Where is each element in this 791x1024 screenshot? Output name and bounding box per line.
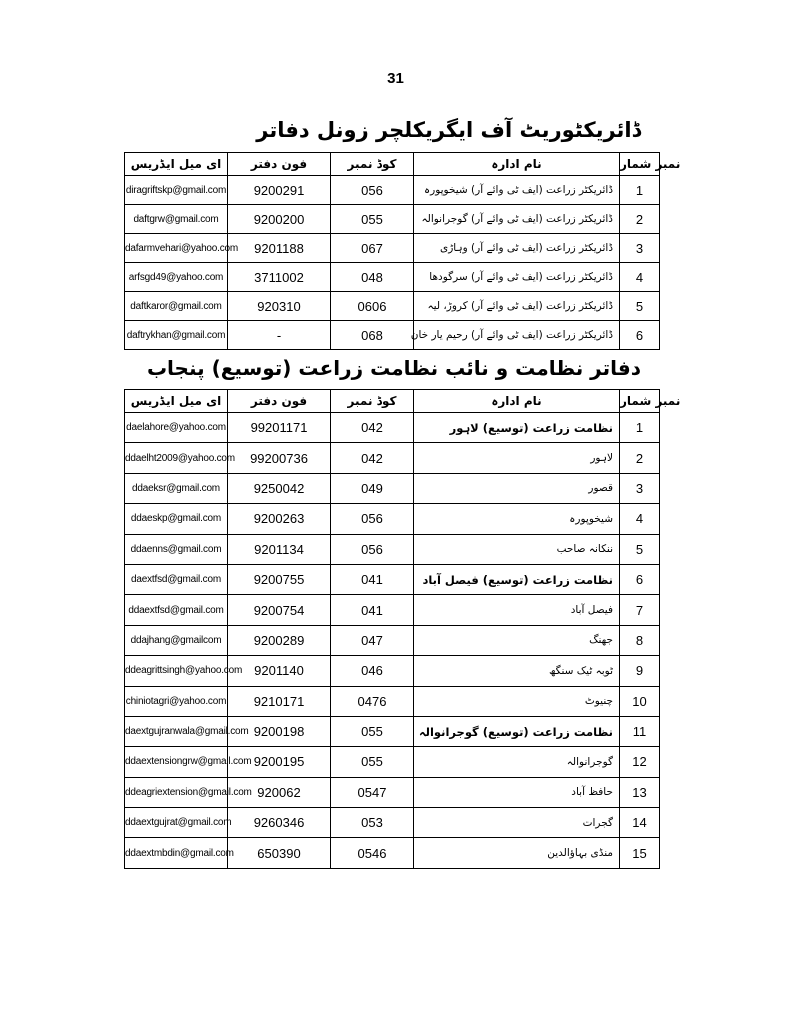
phone-cell: 9260346: [228, 808, 331, 838]
header-name: نام ادارہ: [414, 390, 620, 413]
page-number: 31: [387, 70, 404, 87]
office-name-cell: چنیوٹ: [414, 686, 620, 716]
phone-cell: 9200263: [228, 504, 331, 534]
email-cell: ddaextensiongrw@gmail.com: [125, 747, 228, 777]
header-name: نام ادارہ: [414, 153, 620, 176]
phone-cell: 920062: [228, 777, 331, 807]
table-row: [125, 292, 660, 321]
table-row: [125, 747, 660, 777]
header-email: ای میل ایڈریس: [125, 153, 228, 176]
office-name-cell: لاہور: [414, 443, 620, 473]
table-row: [125, 176, 660, 205]
table-row: [125, 777, 660, 807]
office-name-cell: حافظ آباد: [414, 777, 620, 807]
email-cell: ddajhang@gmailcom: [125, 625, 228, 655]
serial-number-cell: 2: [620, 205, 660, 234]
table-header-row: [125, 390, 660, 413]
table-row: [125, 534, 660, 564]
email-cell: chiniotagri@yahoo.com: [125, 686, 228, 716]
header-email: ای میل ایڈریس: [125, 390, 228, 413]
code-cell: 053: [331, 808, 414, 838]
email-cell: daelahore@yahoo.com: [125, 413, 228, 443]
code-cell: 056: [331, 176, 414, 205]
office-name-cell: نظامت زراعت (توسیع) گوجرانوالہ: [414, 716, 620, 746]
phone-cell: 9201134: [228, 534, 331, 564]
email-cell: ddaenns@gmail.com: [125, 534, 228, 564]
office-name-cell: ٹوبہ ٹیک سنگھ: [414, 656, 620, 686]
serial-number-cell: 2: [620, 443, 660, 473]
header-serial: نمبر شمار: [620, 153, 660, 176]
serial-number-cell: 11: [620, 716, 660, 746]
phone-cell: 9200291: [228, 176, 331, 205]
code-cell: 042: [331, 413, 414, 443]
phone-cell: 9200198: [228, 716, 331, 746]
phone-cell: 3711002: [228, 263, 331, 292]
table-row: [125, 595, 660, 625]
office-name-cell: فیصل آباد: [414, 595, 620, 625]
section-1-title: ڈائریکٹوریٹ آف ایگریکلچر زونل دفاتر: [256, 118, 641, 142]
email-cell: daftkaror@gmail.com: [125, 292, 228, 321]
email-cell: ddeagrittsingh@yahoo.com: [125, 656, 228, 686]
code-cell: 056: [331, 534, 414, 564]
code-cell: 0606: [331, 292, 414, 321]
code-cell: 056: [331, 504, 414, 534]
email-cell: dafarmvehari@yahoo.com: [125, 234, 228, 263]
code-cell: 068: [331, 321, 414, 350]
serial-number-cell: 10: [620, 686, 660, 716]
phone-cell: 99200736: [228, 443, 331, 473]
phone-cell: 9201140: [228, 656, 331, 686]
serial-number-cell: 7: [620, 595, 660, 625]
email-cell: ddaelht2009@yahoo.com: [125, 443, 228, 473]
code-cell: 049: [331, 473, 414, 503]
serial-number-cell: 13: [620, 777, 660, 807]
phone-cell: 9200200: [228, 205, 331, 234]
phone-cell: 9200755: [228, 564, 331, 594]
table-row: [125, 808, 660, 838]
table-row: [125, 205, 660, 234]
code-cell: 0547: [331, 777, 414, 807]
zonal-offices-table: [124, 152, 681, 350]
code-cell: 048: [331, 263, 414, 292]
office-name-cell: شیخوپورہ: [414, 504, 620, 534]
office-name-cell: قصور: [414, 473, 620, 503]
office-name-cell: ننکانہ صاحب: [414, 534, 620, 564]
table-header-row: [125, 153, 660, 176]
email-cell: ddaextmbdin@gmail.com: [125, 838, 228, 868]
table-row: [125, 321, 660, 350]
office-name-cell: منڈی بہاؤالدین: [414, 838, 620, 868]
directorate-offices-table: [124, 389, 681, 869]
phone-cell: 9200195: [228, 747, 331, 777]
table-row: [125, 504, 660, 534]
phone-cell: 9200754: [228, 595, 331, 625]
email-cell: arfsgd49@yahoo.com: [125, 263, 228, 292]
table-row: [125, 413, 660, 443]
header-code: کوڈ نمبر: [331, 153, 414, 176]
email-cell: ddeagriextension@gmail.com: [125, 777, 228, 807]
email-cell: ddaextfsd@gmail.com: [125, 595, 228, 625]
serial-number-cell: 3: [620, 234, 660, 263]
phone-cell: 9200289: [228, 625, 331, 655]
email-cell: daextfsd@gmail.com: [125, 564, 228, 594]
table-row: [125, 656, 660, 686]
table-row: [125, 716, 660, 746]
table-row: [125, 263, 660, 292]
table-row: [125, 443, 660, 473]
code-cell: 055: [331, 747, 414, 777]
office-name-cell: نظامت زراعت (توسیع) فیصل آباد: [414, 564, 620, 594]
office-name-cell: گوجرانوالہ: [414, 747, 620, 777]
section-2-title: دفاتر نظامت و نائب نظامت زراعت (توسیع) پنجاب: [146, 356, 641, 380]
code-cell: 055: [331, 205, 414, 234]
code-cell: 0546: [331, 838, 414, 868]
serial-number-cell: 9: [620, 656, 660, 686]
email-cell: daftgrw@gmail.com: [125, 205, 228, 234]
code-cell: 047: [331, 625, 414, 655]
serial-number-cell: 15: [620, 838, 660, 868]
serial-number-cell: 4: [620, 504, 660, 534]
phone-cell: -: [228, 321, 331, 350]
serial-number-cell: 14: [620, 808, 660, 838]
serial-number-cell: 4: [620, 263, 660, 292]
code-cell: 041: [331, 595, 414, 625]
phone-cell: 99201171: [228, 413, 331, 443]
code-cell: 042: [331, 443, 414, 473]
table-row: [125, 625, 660, 655]
header-code: کوڈ نمبر: [331, 390, 414, 413]
serial-number-cell: 6: [620, 564, 660, 594]
code-cell: 041: [331, 564, 414, 594]
serial-number-cell: 1: [620, 413, 660, 443]
header-phone: فون دفتر: [228, 153, 331, 176]
email-cell: ddaeksr@gmail.com: [125, 473, 228, 503]
serial-number-cell: 12: [620, 747, 660, 777]
serial-number-cell: 5: [620, 534, 660, 564]
office-name-cell: ڈائریکٹر زراعت (ایف ٹی وائے آر) کروڑ، لیہ: [414, 292, 620, 321]
email-cell: ddaeskp@gmail.com: [125, 504, 228, 534]
phone-cell: 650390: [228, 838, 331, 868]
code-cell: 055: [331, 716, 414, 746]
serial-number-cell: 6: [620, 321, 660, 350]
serial-number-cell: 3: [620, 473, 660, 503]
office-name-cell: گجرات: [414, 808, 620, 838]
phone-cell: 9250042: [228, 473, 331, 503]
office-name-cell: ڈائریکٹر زراعت (ایف ٹی وائے آر) گوجرانوالہ: [414, 205, 620, 234]
header-phone: فون دفتر: [228, 390, 331, 413]
table-row: [125, 473, 660, 503]
code-cell: 046: [331, 656, 414, 686]
code-cell: 0476: [331, 686, 414, 716]
office-name-cell: ڈائریکٹر زراعت (ایف ٹی وائے آر) وہاڑی: [414, 234, 620, 263]
serial-number-cell: 8: [620, 625, 660, 655]
phone-cell: 9201188: [228, 234, 331, 263]
table-row: [125, 564, 660, 594]
table-row: [125, 686, 660, 716]
office-name-cell: ڈائریکٹر زراعت (ایف ٹی وائے آر) شیخوپورہ: [414, 176, 620, 205]
phone-cell: 920310: [228, 292, 331, 321]
phone-cell: 9210171: [228, 686, 331, 716]
office-name-cell: جھنگ: [414, 625, 620, 655]
header-serial: نمبر شمار: [620, 390, 660, 413]
office-name-cell: نظامت زراعت (توسیع) لاہور: [414, 413, 620, 443]
serial-number-cell: 1: [620, 176, 660, 205]
email-cell: daextgujranwala@gmail.com: [125, 716, 228, 746]
email-cell: diragriftskp@gmail.com: [125, 176, 228, 205]
email-cell: daftrykhan@gmail.com: [125, 321, 228, 350]
table-row: [125, 838, 660, 868]
table-row: [125, 234, 660, 263]
office-name-cell: ڈائریکٹر زراعت (ایف ٹی وائے آر) سرگودھا: [414, 263, 620, 292]
code-cell: 067: [331, 234, 414, 263]
office-name-cell: ڈائریکٹر زراعت (ایف ٹی وائے آر) رحیم یار خان: [414, 321, 620, 350]
email-cell: ddaextgujrat@gmail.com: [125, 808, 228, 838]
serial-number-cell: 5: [620, 292, 660, 321]
